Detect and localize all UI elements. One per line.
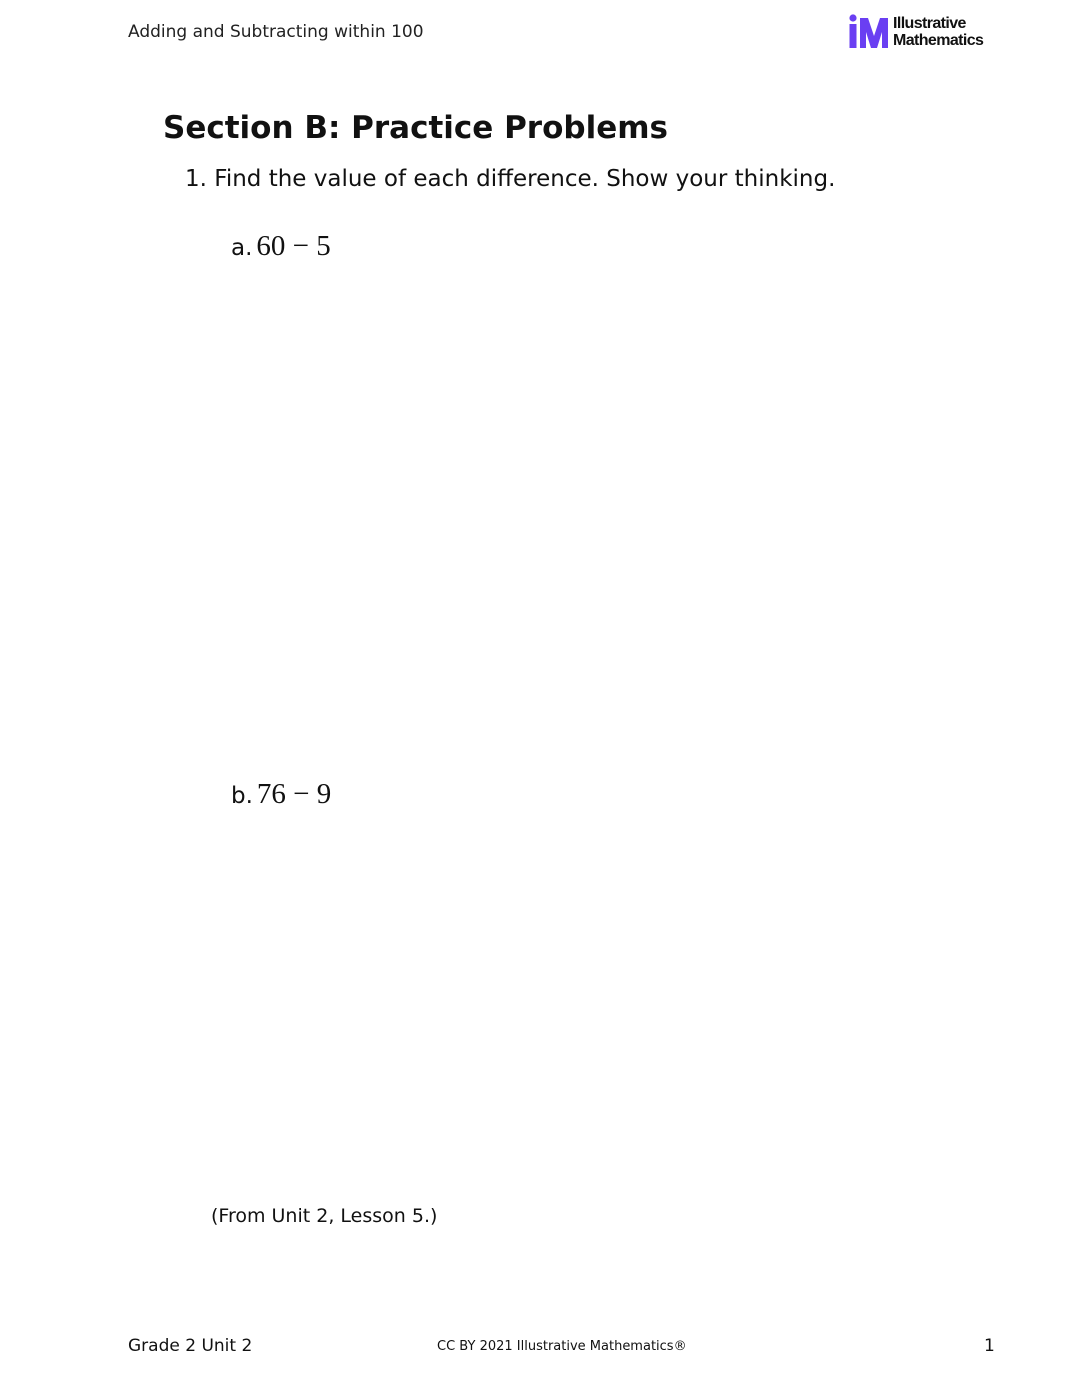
footer-copyright: CC BY 2021 Illustrative Mathematics® [437,1339,687,1354]
subpart-a [231,230,331,263]
problem-number: 1. [185,166,207,192]
subpart-expression: 60 − 5 [256,230,331,262]
problem-item [185,166,835,192]
logo-wordmark-line1: Illustrative [893,15,966,32]
logo-wordmark [893,15,983,49]
subpart-letter: a. [231,235,253,261]
problem-source: (From Unit 2, Lesson 5.) [211,1205,438,1227]
document-header-title: Adding and Subtracting within 100 [128,22,424,42]
section-title: Section B: Practice Problems [163,110,668,146]
subpart-expression: 76 − 9 [256,778,332,810]
footer-grade-unit: Grade 2 Unit 2 [128,1336,253,1356]
im-logo-icon [848,14,888,50]
logo-wordmark-line2: Mathematics [893,32,984,49]
problem-prompt: Find the value of each difference. Show your thinking. [214,166,836,192]
subpart-b [231,778,331,811]
subpart-letter: b. [231,783,253,809]
footer-page-number: 1 [984,1336,995,1356]
illustrative-mathematics-logo [848,14,998,50]
